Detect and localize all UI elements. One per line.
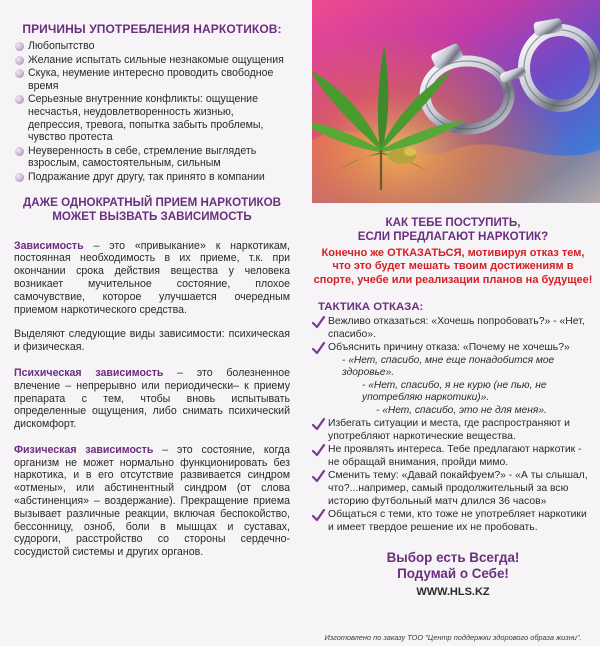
checkmark-icon — [312, 418, 325, 431]
publisher-credit: Изготовлено по заказу ТОО "Центр поддержки здорового образа жизни". — [324, 633, 582, 642]
psychic-paragraph: Психическая зависимость – это болезненное влечение – непрерывно или периодически– к приему препарата с тем, чтобы вновь испытывать определенные ощущения, либо снимать психический дискомфорт. — [14, 366, 291, 431]
bullet-icon — [15, 173, 24, 182]
list-item: Желание испытать сильные незнакомые ощущения — [14, 54, 290, 67]
dependence-term: Зависимость — [14, 239, 84, 252]
reasons-title: ПРИЧИНЫ УПОТРЕБЛЕНИЯ НАРКОТИКОВ: — [22, 22, 282, 36]
types-paragraph: Выделяют следующие виды зависимости: психическая и физическая. — [14, 328, 290, 354]
list-item: Объяснить причину отказа: «Почему не хочешь?» - «Нет, спасибо, мне еще понадобится мое здоровье». - «Нет, спасибо, я не курю (не пью, не употребляю наркотики)». - «Нет, спасибо, это не для меня». — [312, 342, 594, 417]
physical-paragraph: Физическая зависимость – это состояние, когда организм не может нормально функционировать без наркотика, и в его отсутствие развивается синдром «отмены», или абстинентный синдром (от слова «абстиненция» – воздержание). Прекращение приема вызывает различные реакции, включая беспокойство, бессонницу, озноб, боли в мышцах и суставах, судороги, расстройство со стороны сердечно-сосудистой системы и других органов. — [14, 443, 291, 559]
bullet-icon — [15, 95, 24, 104]
refusal-phrase: - «Нет, спасибо, это не для меня». — [376, 404, 547, 416]
list-item: Общаться с теми, кто тоже не употребляет наркотики и имеет твердое решение их не пробовать. — [312, 509, 594, 534]
warning-heading: ДАЖЕ ОДНОКРАТНЫЙ ПРИЕМ НАРКОТИКОВ МОЖЕТ ВЫЗВАТЬ ЗАВИСИМОСТЬ — [23, 195, 281, 223]
question-heading: КАК ТЕБЕ ПОСТУПИТЬ, ЕСЛИ ПРЕДЛАГАЮТ НАРКОТИК? — [357, 216, 549, 243]
tactics-list — [312, 316, 594, 534]
right-column — [312, 216, 594, 598]
left-column — [14, 22, 290, 559]
checkmark-icon — [312, 342, 325, 355]
list-item: Избегать ситуации и места, где распространяют и употребляют наркотические вещества. — [312, 418, 594, 443]
cannabis-handcuffs-photo — [312, 0, 600, 203]
checkmark-icon — [312, 470, 325, 483]
reasons-list — [14, 40, 290, 184]
list-item: Подражание друг другу, так принято в компании — [14, 171, 290, 184]
list-item: Любопытство — [14, 40, 290, 53]
bullet-icon — [15, 42, 24, 51]
photo-illustration — [312, 0, 600, 203]
refusal-phrase: - «Нет, спасибо, мне еще понадобится мое здоровье». — [342, 355, 555, 379]
checkmark-icon — [312, 444, 325, 457]
refusal-phrase: - «Нет, спасибо, я не курю (не пью, не употребляю наркотики)». — [362, 379, 547, 404]
list-item: Скука, неумение интересно проводить свободное время — [14, 67, 290, 92]
bullet-icon — [15, 56, 24, 65]
checkmark-icon — [312, 509, 325, 522]
list-item: Вежливо отказаться: «Хочешь попробовать?» - «Нет, спасибо». — [312, 316, 594, 341]
tactics-title: ТАКТИКА ОТКАЗА: — [318, 301, 424, 314]
list-item: Серьезные внутренние конфликты: ощущение несчастья, неудовлетворенность жизнью, депрессия, тревога, попытка забыть проблемы, чувство протеста — [14, 93, 290, 143]
dependence-paragraph: Зависимость – это «привыкание» к наркотикам, постоянная необходимость в их приеме, т.к. при окончании срока действия вещества у человека возникает мучительное состояние, плохое самочувствие, которое улучшается очередным приемом наркотического средства. — [14, 239, 290, 316]
bullet-icon — [15, 69, 24, 78]
bullet-icon — [15, 147, 24, 156]
refusal-lead: Конечно же ОТКАЗАТЬСЯ, мотивируя отказ тем, что это будет мешать твоим достижениям в спорте, учебе или реализации планов на будущее! — [313, 247, 593, 286]
website-link[interactable]: WWW.HLS.KZ — [416, 586, 490, 599]
psychic-term: Психическая зависимость — [14, 366, 164, 379]
physical-term: Физическая зависимость — [14, 443, 154, 456]
list-item: Неуверенность в себе, стремление выглядеть взрослым, самостоятельным, сильным — [14, 145, 290, 170]
slogan: Выбор есть Всегда! Подумай о Себе! — [386, 550, 520, 582]
list-item: Сменить тему: «Давай покайфуем?» - «А ты слышал, что?...например, самый продолжительный за всю историю футбольный матч длился 36 часов» — [312, 470, 594, 508]
list-item: Не проявлять интереса. Тебе предлагают наркотик - не обращай внимания, пройди мимо. — [312, 444, 594, 469]
checkmark-icon — [312, 316, 325, 329]
